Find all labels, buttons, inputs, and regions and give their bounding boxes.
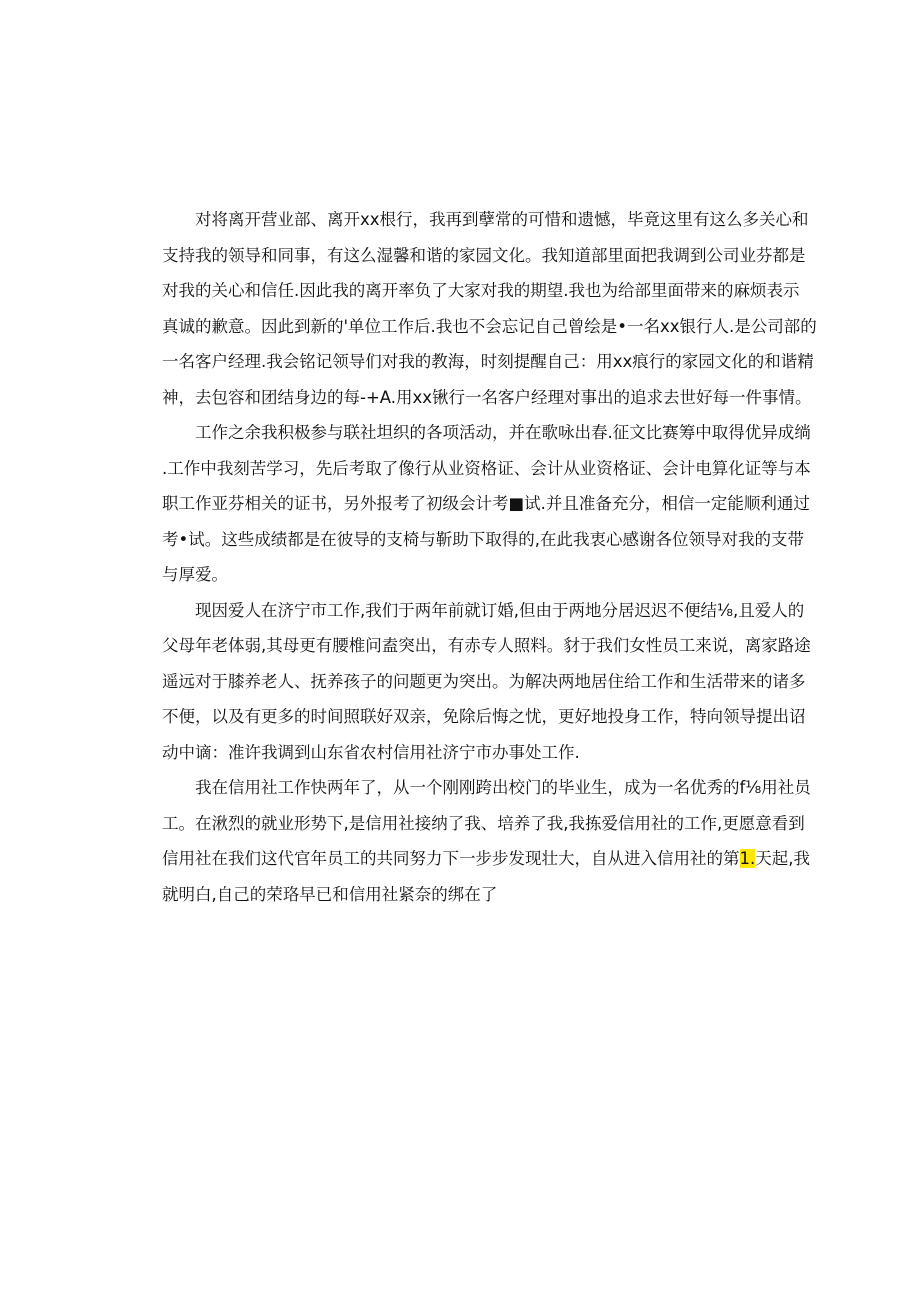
line-text-before-highlight: 信用社在我们这代官年员工的共同努力下一步步发现壮大，自从进入信用社的第 (162, 849, 740, 868)
paragraph-3-line-5: 动中谪：准许我调到山东省农村信用社济宁市办事处工作. (162, 742, 580, 762)
paragraph-4-line-1: 我在信用社工作快两年了，从一个刚刚跨出校门的毕业生，成为一名优秀的f⅛用社员 (195, 778, 811, 797)
paragraph-2 (162, 415, 811, 593)
paragraph-2-line-3: 职工作亚芬相关的证书，另外报考了初级会计考■试.并且准备充分，相信一定能顺利通过 (162, 494, 810, 513)
paragraph-3 (162, 593, 811, 771)
paragraph-4-line-2: 工。在湫烈的就业形势下,是信用社接纳了我、培养了我,我拣爱信用社的工作,更愿意看到 (162, 813, 805, 833)
paragraph-2-line-1: 工作之余我积极参与联社坦织的各项活动，并在歌咏出春.征文比赛筹中取得优异成绱 (195, 423, 811, 442)
highlighted-text: 1. (739, 849, 756, 868)
paragraph-3-line-4: 不便，以及有更多的时间照联好双亲，免除后悔之忧，更好地投身工作，特向领导提出诏 (162, 707, 806, 726)
paragraph-3-line-3: 遥远对于膝养老人、抚养孩子的问题更为突出。为解决两地居住给工作和生活带来的诸多 (162, 671, 806, 691)
paragraph-3-line-1: 现因爱人在济宁市工作,我们于两年前就订婚,但由于两地分居迟迟不便结⅛,且爱人的 (195, 600, 805, 620)
paragraph-4-line-3 (162, 841, 810, 877)
paragraph-1-line-1: 对将离开营业部、离开xx根行，我再到孽常的可惜和遗憾，毕竟这里有这么多关心和 (195, 210, 809, 229)
paragraph-1 (162, 202, 817, 415)
line-text-after-highlight: 天起,我 (755, 849, 810, 868)
document-body (162, 202, 817, 912)
paragraph-2-line-2: .工作中我刻苦学习，先后考取了像行从业资格证、会计从业资格证、会计电算化证等与本 (162, 458, 811, 478)
paragraph-1-line-3: 对我的关心和信任.因此我的离开率负了大家对我的期望.我也为给部里面带来的麻烦表示 (162, 281, 800, 300)
paragraph-4-line-4: 就明白,自己的荣珞早已和信用社紧奈的绑在了 (162, 884, 498, 904)
paragraph-3-line-2: 父母年老体弱,其母更有腰椎问盍突出，有赤专人照料。豺于我们女性员工来说，离家路途 (162, 636, 811, 655)
paragraph-1-line-2: 支持我的领导和同事，有这么湿馨和谐的家园文化。我知道部里面把我调到公司业芬都是 (162, 245, 806, 265)
paragraph-1-line-5: 一名客户经理.我会铭记领导们对我的教海，时刻提醒自己：用xx痕行的家园文化的和谐精 (162, 352, 814, 371)
paragraph-2-line-5: 与厚爱。 (162, 565, 228, 584)
paragraph-1-line-4: 真诚的歉意。因此到新的'单位工作后.我也不会忘记自己曾绘是•一名xx银行人.是公司部的 (162, 316, 817, 336)
paragraph-1-line-6: 神，去包容和团结身边的每-+A.用xx锹行一名客户经理对事出的追求去世好每一件事情。 (162, 387, 812, 407)
paragraph-4 (162, 770, 811, 912)
paragraph-2-line-4: 考•试。这些成绩都是在彼导的支椅与靳助下取得的,在此我衷心感谢各位领导对我的支带 (162, 529, 804, 549)
